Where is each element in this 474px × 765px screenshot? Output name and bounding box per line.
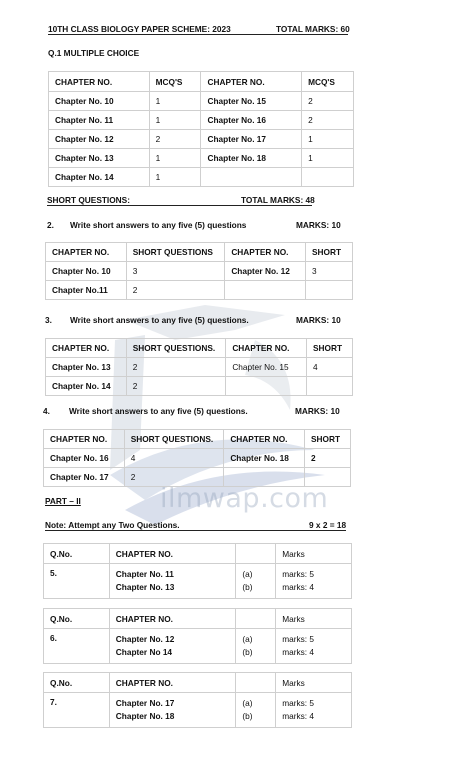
part-two-note: Note: Attempt any Two Questions. xyxy=(45,520,180,530)
cell: Chapter No. 11 xyxy=(49,111,150,130)
cell: 2 xyxy=(302,111,354,130)
col-header: MCQ'S xyxy=(149,72,201,92)
marks-line: marks: 4 xyxy=(282,711,315,721)
chapter-line: Chapter No. 13 xyxy=(115,582,175,592)
cell: 2 xyxy=(149,130,201,149)
cell: Chapter No. 10 xyxy=(49,92,150,111)
header-underline xyxy=(48,34,348,35)
cell: 2 xyxy=(126,281,225,300)
col-header: Marks xyxy=(276,609,352,629)
marks-line: marks: 5 xyxy=(282,698,315,708)
table-row xyxy=(49,92,354,111)
q2-table xyxy=(45,242,353,300)
col-header: CHAPTER NO. xyxy=(49,72,150,92)
cell: 3 xyxy=(306,262,353,281)
short-questions-heading: SHORT QUESTIONS: xyxy=(47,195,130,205)
col-header: MCQ'S xyxy=(302,72,354,92)
q3-table xyxy=(45,338,353,396)
table-header-row xyxy=(44,609,352,629)
cell xyxy=(302,168,354,187)
table-row xyxy=(49,130,354,149)
cell: 3 xyxy=(126,262,225,281)
cell: Chapter No. 12 xyxy=(49,130,150,149)
table-row xyxy=(49,149,354,168)
marks-cell xyxy=(276,564,352,599)
table-header-row xyxy=(46,243,353,262)
question-number: 5. xyxy=(44,564,110,599)
cell: 1 xyxy=(149,149,201,168)
table-header-row xyxy=(44,430,351,449)
parts-cell xyxy=(236,629,276,664)
mcq-table xyxy=(48,71,354,187)
parts-cell xyxy=(236,564,276,599)
part-label: (b) xyxy=(242,711,253,721)
col-header: SHORT xyxy=(306,243,353,262)
cell xyxy=(201,168,302,187)
cell: Chapter No. 17 xyxy=(44,468,125,487)
table-row xyxy=(46,262,353,281)
col-header: SHORT QUESTIONS. xyxy=(124,430,224,449)
q4-table xyxy=(43,429,351,487)
cell xyxy=(307,377,353,396)
table-row xyxy=(44,693,352,728)
cell: 2 xyxy=(302,92,354,111)
col-header: CHAPTER NO. xyxy=(226,339,307,358)
q4-number: 4. xyxy=(43,406,50,416)
col-header: CHAPTER NO. xyxy=(46,339,127,358)
chapter-line: Chapter No. 18 xyxy=(115,711,175,721)
part-label: (a) xyxy=(242,634,253,644)
col-header-empty xyxy=(236,544,276,564)
col-header: Marks xyxy=(276,544,352,564)
col-header: CHAPTER NO. xyxy=(44,430,125,449)
q2-number: 2. xyxy=(47,220,54,230)
question-number: 6. xyxy=(44,629,110,664)
col-header: CHAPTER NO. xyxy=(201,72,302,92)
q3-number: 3. xyxy=(45,315,52,325)
watermark-text: ilmwap.com xyxy=(160,483,329,514)
col-header-empty xyxy=(236,673,276,693)
cell: Chapter No. 16 xyxy=(201,111,302,130)
table-header-row xyxy=(44,673,352,693)
cell: 1 xyxy=(302,130,354,149)
long-question-table xyxy=(43,543,352,599)
table-header-row xyxy=(46,339,353,358)
col-header: SHORT xyxy=(307,339,353,358)
cell xyxy=(305,468,351,487)
chapter-line: Chapter No 14 xyxy=(115,647,173,657)
cell xyxy=(306,281,353,300)
table-row xyxy=(46,358,353,377)
cell: Chapter No.11 xyxy=(46,281,127,300)
cell: Chapter No. 17 xyxy=(201,130,302,149)
q4-marks: MARKS: 10 xyxy=(295,406,340,416)
chapters-cell xyxy=(109,693,236,728)
marks-line: marks: 4 xyxy=(282,647,315,657)
part-label: (b) xyxy=(242,647,253,657)
short-total-marks: TOTAL MARKS: 48 xyxy=(241,195,315,205)
cell: 1 xyxy=(302,149,354,168)
table-row xyxy=(49,111,354,130)
part-label: (b) xyxy=(242,582,253,592)
q3-instruction: Write short answers to any five (5) questions. xyxy=(70,315,249,325)
cell: Chapter No. 14 xyxy=(49,168,150,187)
table-header-row xyxy=(49,72,354,92)
parts-cell xyxy=(236,693,276,728)
part-label: (a) xyxy=(242,569,253,579)
short-underline xyxy=(47,205,312,206)
cell: Chapter No. 18 xyxy=(201,149,302,168)
part-two-marks: 9 x 2 = 18 xyxy=(309,520,347,530)
cell xyxy=(224,468,305,487)
cell: 1 xyxy=(149,92,201,111)
cell: Chapter No. 18 xyxy=(224,449,305,468)
cell xyxy=(226,377,307,396)
col-header: CHAPTER NO. xyxy=(109,544,236,564)
table-row xyxy=(44,564,352,599)
cell: Chapter No. 13 xyxy=(46,358,127,377)
col-header: CHAPTER NO. xyxy=(109,673,236,693)
col-header: SHORT xyxy=(305,430,351,449)
cell: 4 xyxy=(124,449,224,468)
col-header: Q.No. xyxy=(44,544,110,564)
col-header: CHAPTER NO. xyxy=(225,243,306,262)
chapter-line: Chapter No. 17 xyxy=(115,698,175,708)
col-header-empty xyxy=(236,609,276,629)
cell: Chapter No. 10 xyxy=(46,262,127,281)
col-header: Marks xyxy=(276,673,352,693)
cell: Chapter No. 13 xyxy=(49,149,150,168)
cell: 2 xyxy=(126,377,226,396)
q3-marks: MARKS: 10 xyxy=(296,315,341,325)
long-question-table xyxy=(43,672,352,728)
cell: Chapter No. 16 xyxy=(44,449,125,468)
table-row xyxy=(44,468,351,487)
note-underline xyxy=(45,530,346,531)
cell: Chapter No. 12 xyxy=(225,262,306,281)
chapters-cell xyxy=(109,564,236,599)
cell: Chapter No. 14 xyxy=(46,377,127,396)
q2-instruction: Write short answers to any five (5) questions xyxy=(70,220,247,230)
q1-heading: Q.1 MULTIPLE CHOICE xyxy=(48,48,140,58)
col-header: CHAPTER NO. xyxy=(46,243,127,262)
cell: 2 xyxy=(305,449,351,468)
col-header: CHAPTER NO. xyxy=(224,430,305,449)
table-row xyxy=(44,629,352,664)
cell: 2 xyxy=(124,468,224,487)
cell: 2 xyxy=(126,358,226,377)
marks-line: marks: 4 xyxy=(282,582,315,592)
table-row xyxy=(46,377,353,396)
cell: 4 xyxy=(307,358,353,377)
part-two-heading: PART – II xyxy=(45,496,81,506)
col-header: SHORT QUESTIONS xyxy=(126,243,225,262)
col-header: Q.No. xyxy=(44,673,110,693)
col-header: CHAPTER NO. xyxy=(109,609,236,629)
marks-cell xyxy=(276,693,352,728)
long-question-table xyxy=(43,608,352,664)
table-row xyxy=(46,281,353,300)
question-number: 7. xyxy=(44,693,110,728)
cell: 1 xyxy=(149,111,201,130)
marks-line: marks: 5 xyxy=(282,569,315,579)
chapter-line: Chapter No. 11 xyxy=(115,569,174,579)
table-header-row xyxy=(44,544,352,564)
q4-instruction: Write short answers to any five (5) questions. xyxy=(69,406,248,416)
cell: Chapter No. 15 xyxy=(201,92,302,111)
total-marks: TOTAL MARKS: 60 xyxy=(276,24,350,34)
cell: 1 xyxy=(149,168,201,187)
part-label: (a) xyxy=(242,698,253,708)
table-row xyxy=(44,449,351,468)
chapter-line: Chapter No. 12 xyxy=(115,634,175,644)
marks-line: marks: 5 xyxy=(282,634,315,644)
q2-marks: MARKS: 10 xyxy=(296,220,341,230)
cell xyxy=(225,281,306,300)
col-header: Q.No. xyxy=(44,609,110,629)
chapters-cell xyxy=(109,629,236,664)
cell: Chapter No. 15 xyxy=(226,358,307,377)
table-row xyxy=(49,168,354,187)
paper-title: 10TH CLASS BIOLOGY PAPER SCHEME: 2023 xyxy=(48,24,231,34)
col-header: SHORT QUESTIONS. xyxy=(126,339,226,358)
marks-cell xyxy=(276,629,352,664)
